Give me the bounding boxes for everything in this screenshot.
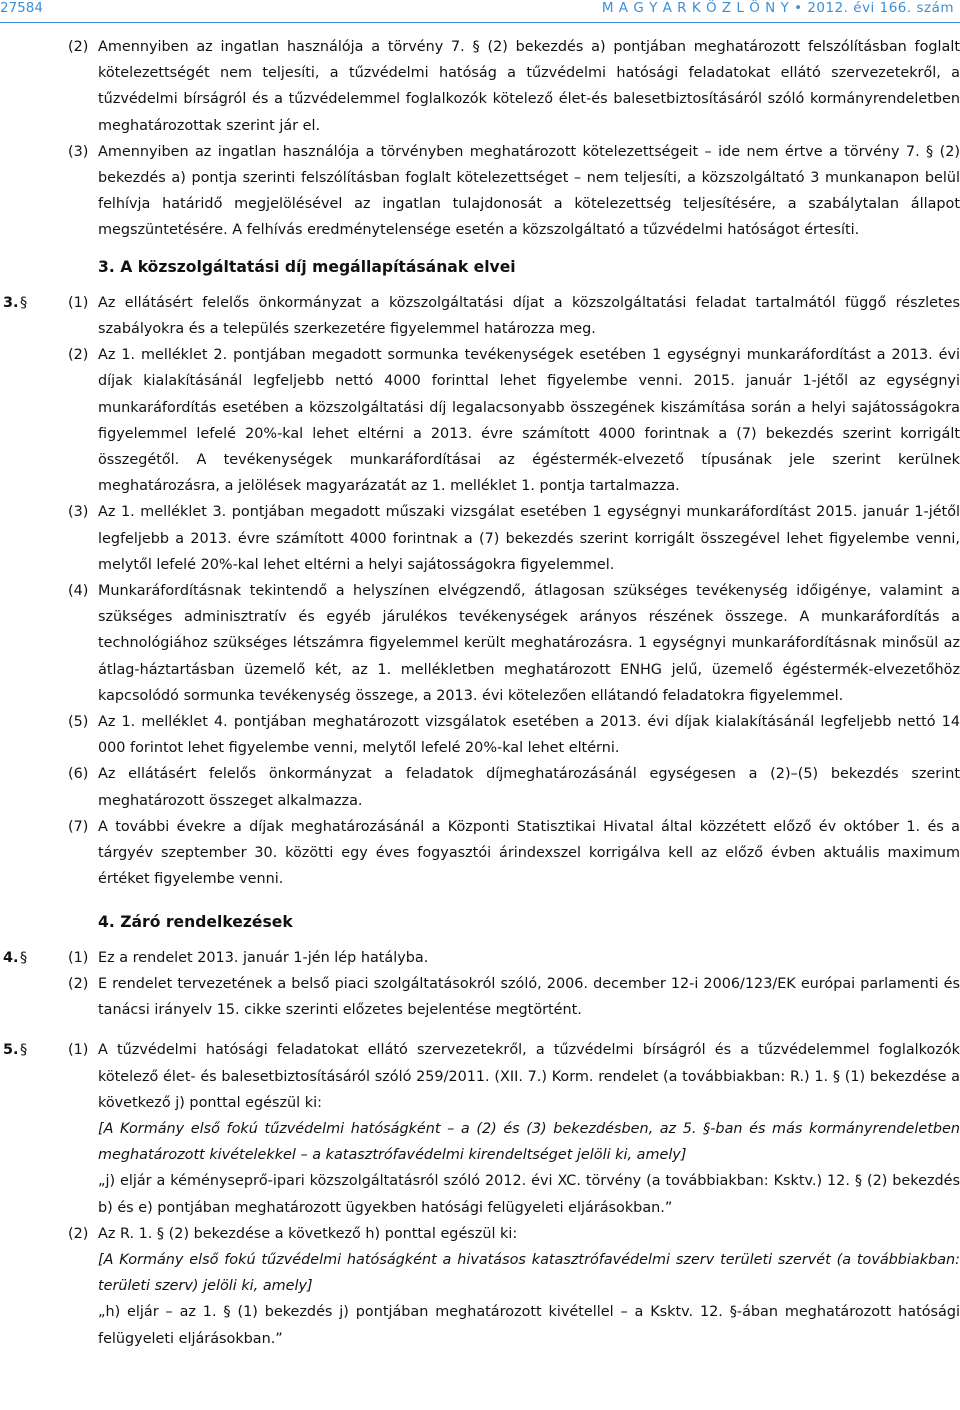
paragraph-number: (1) [68, 949, 89, 966]
paragraph-number: (3) [68, 143, 89, 160]
paragraph-number: (1) [68, 1042, 89, 1059]
section-number: 3. [3, 294, 19, 311]
paragraph-text: Az 1. melléklet 3. pontjában megadott műszaki vizsgálat esetében 1 egységnyi munkaráfordítást 2015. január 1-jétől legfeljebb a 2013. évre számított 4000 forintnak a (7) bekezdés szerint korrigált összegével lehet figyelembe venni, melytől lefelé 20%-kal lehet eltérni a helyi sajátosságokra figyelemmel. [98, 504, 960, 573]
paragraph-text: Ez a rendelet 2013. január 1-jén lép hatályba. [98, 949, 429, 966]
section-3-paragraph-6 [0, 761, 960, 813]
paragraph-number: (2) [68, 975, 89, 992]
section-3-paragraph-1 [0, 290, 960, 342]
paragraph-2 [0, 34, 960, 139]
section-5-paragraph-1-context: [A Kormány első fokú tűzvédelmi hatóságként – a (2) és (3) bekezdésben, az 5. §-ban és más kormányrendeletben meghatározott kivételekkel – a katasztrófavédelmi kirendeltséget jelöli ki, amely] [98, 1120, 960, 1164]
section-3-paragraph-5 [0, 709, 960, 761]
document-body [0, 34, 960, 1352]
paragraph-number: (5) [68, 714, 89, 731]
chapter-3-title: 3. A közszolgáltatási díj megállapításának elvei [98, 257, 516, 276]
paragraph-number: (6) [68, 766, 89, 783]
paragraph-number: (2) [68, 347, 89, 364]
section-3-paragraph-3 [0, 499, 960, 578]
header-divider [0, 22, 960, 23]
paragraph-text: Amennyiben az ingatlan használója a törvényben meghatározott kötelezettségeit – ide nem értve a törvény 7. § (2) bekezdés a) pontja szerinti felszólításban foglalt kötelezettséget – nem teljesíti, a közszolgáltató 3 munkanapon belül felhívja határidő megjelölésével az ingatlan tulajdonosát a kötelezettség teljesítésére, a szabálytalan állapot megszüntetésére. A felhívás eredménytelensége esetén a közszolgáltató a tűzvédelmi hatóságot értesíti. [98, 143, 960, 239]
paragraph-number: (2) [68, 39, 89, 55]
paragraph-number: (7) [68, 818, 89, 835]
section-number: 4. [3, 949, 19, 966]
paragraph-text: Az 1. melléklet 4. pontjában meghatározott vizsgálatok esetében a 2013. évi díjak kialakításánál legfeljebb nettó 14 000 forintot lehet figyelembe venni, melytől lefelé 20%-kal lehet eltérni. [98, 714, 960, 757]
paragraph-text: Munkaráfordításnak tekintendő a helyszínen elvégzendő, átlagosan szükséges tevékenység időigénye, valamint a szükséges adminisztratív és egyéb járulékos tevékenységek arányos részének összege. A munkaráfordítás a technológiához szükséges létszámra figyelemmel került meghatározásra. 1 egységnyi munkaráfordításnak minősül az átlag-háztartásban üzemelő két, az 1. mellékletben meghatározott ENHG jelű, üzemelő égéstermék-elvezetőhöz kapcsolódó sormunka tevékenység összege, a 2013. évi kötelezően ellátandó feladatokra figyelemmel. [98, 583, 960, 704]
section-4-paragraph-1 [0, 945, 960, 971]
paragraph-number: (1) [68, 294, 89, 311]
section-5-paragraph-2-context: [A Kormány első fokú tűzvédelmi hatóságként a hivatásos katasztrófavédelmi szerv területi szervét (a továbbiakban: területi szerv) jelöli ki, amely] [98, 1251, 960, 1295]
section-number: 5. [3, 1042, 19, 1059]
page-number: 27584 [0, 0, 43, 16]
paragraph-number: (3) [68, 504, 89, 521]
paragraph-number: (2) [68, 1225, 89, 1242]
section-sign: § [20, 1042, 28, 1059]
paragraph-number: (4) [68, 583, 89, 600]
section-5-paragraph-2-amendment: „h) eljár – az 1. § (1) bekezdés j) pontjában meghatározott kivétellel – a Ksktv. 12. §-ában meghatározott hatósági felügyeleti eljárásokban.” [98, 1304, 960, 1347]
paragraph-3 [0, 139, 960, 244]
paragraph-text: Az 1. melléklet 2. pontjában megadott sormunka tevékenységek esetében 1 egységnyi munkaráfordítást a 2013. évi díjak kialakításánál legfeljebb nettó 4000 forinttal lehet figyelembe venni. 2015. január 1-jétől az egységnyi munkaráfordítás esetében a közszolgáltatási díj legalacsonyabb összegének kiszámítása során a helyi sajátosságokra figyelemmel lefelé 20%-kal lehet eltérni a 2013. évre számított 4000 forintnak a (7) bekezdés szerint korrigált összegétől. A tevékenységek munkaráfordításai az égéstermék-elvezető típusának jele szerint kerülnek meghatározásra, a jelölések magyarázatát az 1. melléklet 1. pontja tartalmazza. [98, 347, 960, 495]
section-sign: § [20, 949, 28, 966]
paragraph-text: A további évekre a díjak meghatározásánál a Központi Statisztikai Hivatal által közzétett előző év október 1. és a tárgyév szeptember 30. közötti egy éves fogyasztói árindexszel korrigálva kell az előző évben aktuális maximum értéket figyelembe venni. [98, 818, 960, 888]
section-sign: § [20, 294, 28, 311]
chapter-4-title: 4. Záró rendelkezések [98, 912, 293, 931]
section-4-paragraph-2 [0, 971, 960, 1023]
paragraph-text: A tűzvédelmi hatósági feladatokat ellátó szervezetekről, a tűzvédelmi bírságról és a tűzvédelemmel foglalkozók kötelező élet- és balesetbiztosításáról szóló 259/2011. (XII. 7.) Korm. rendelet (a továbbiakban: R.) 1. § (1) bekezdése a következő j) ponttal egészül ki: [98, 1042, 960, 1111]
paragraph-text: Az ellátásért felelős önkormányzat a közszolgáltatási díjat a közszolgáltatási feladat tartalmától függő részletes szabályokra és a település szerkezetére figyelemmel határozza meg. [98, 294, 960, 338]
paragraph-text: Az R. 1. § (2) bekezdése a következő h) ponttal egészül ki: [98, 1225, 518, 1242]
section-5-paragraph-2 [0, 1221, 960, 1247]
section-3-paragraph-2 [0, 342, 960, 499]
paragraph-text: Az ellátásért felelős önkormányzat a feladatok díjmeghatározásánál egységesen a (2)–(5) bekezdés szerint meghatározott összeget alkalmazza. [98, 766, 960, 809]
journal-title: M A G Y A R K Ö Z L Ö N Y • 2012. évi 166. szám [601, 0, 954, 16]
section-3-paragraph-7 [0, 814, 960, 893]
section-5-paragraph-1 [0, 1037, 960, 1116]
paragraph-text: Amennyiben az ingatlan használója a törvény 7. § (2) bekezdés a) pontjában meghatározott felszólításban foglalt kötelezettségét nem teljesíti, a tűzvédelmi hatóság a tűzvédelmi hatósági feladatokat ellátó szervezetekről, a tűzvédelmi bírságról és a tűzvédelemmel foglalkozók kötelező élet-és balesetbiztosításáról szóló kormányrendeletben meghatározottak szerint jár el. [98, 39, 960, 134]
section-3-paragraph-4 [0, 578, 960, 709]
section-5-paragraph-1-amendment: „j) eljár a kéményseprő-ipari közszolgáltatásról szóló 2012. évi XC. törvény (a továbbiakban: Ksktv.) 12. § (2) bekezdés b) és e) pontjában meghatározott ügyekben hatósági felügyeleti eljárásokban.” [98, 1173, 960, 1216]
paragraph-text: E rendelet tervezetének a belső piaci szolgáltatásokról szóló, 2006. december 12-i 2006/123/EK európai parlamenti és tanácsi irányelv 15. cikke szerinti előzetes bejelentése megtörtént. [98, 975, 960, 1019]
